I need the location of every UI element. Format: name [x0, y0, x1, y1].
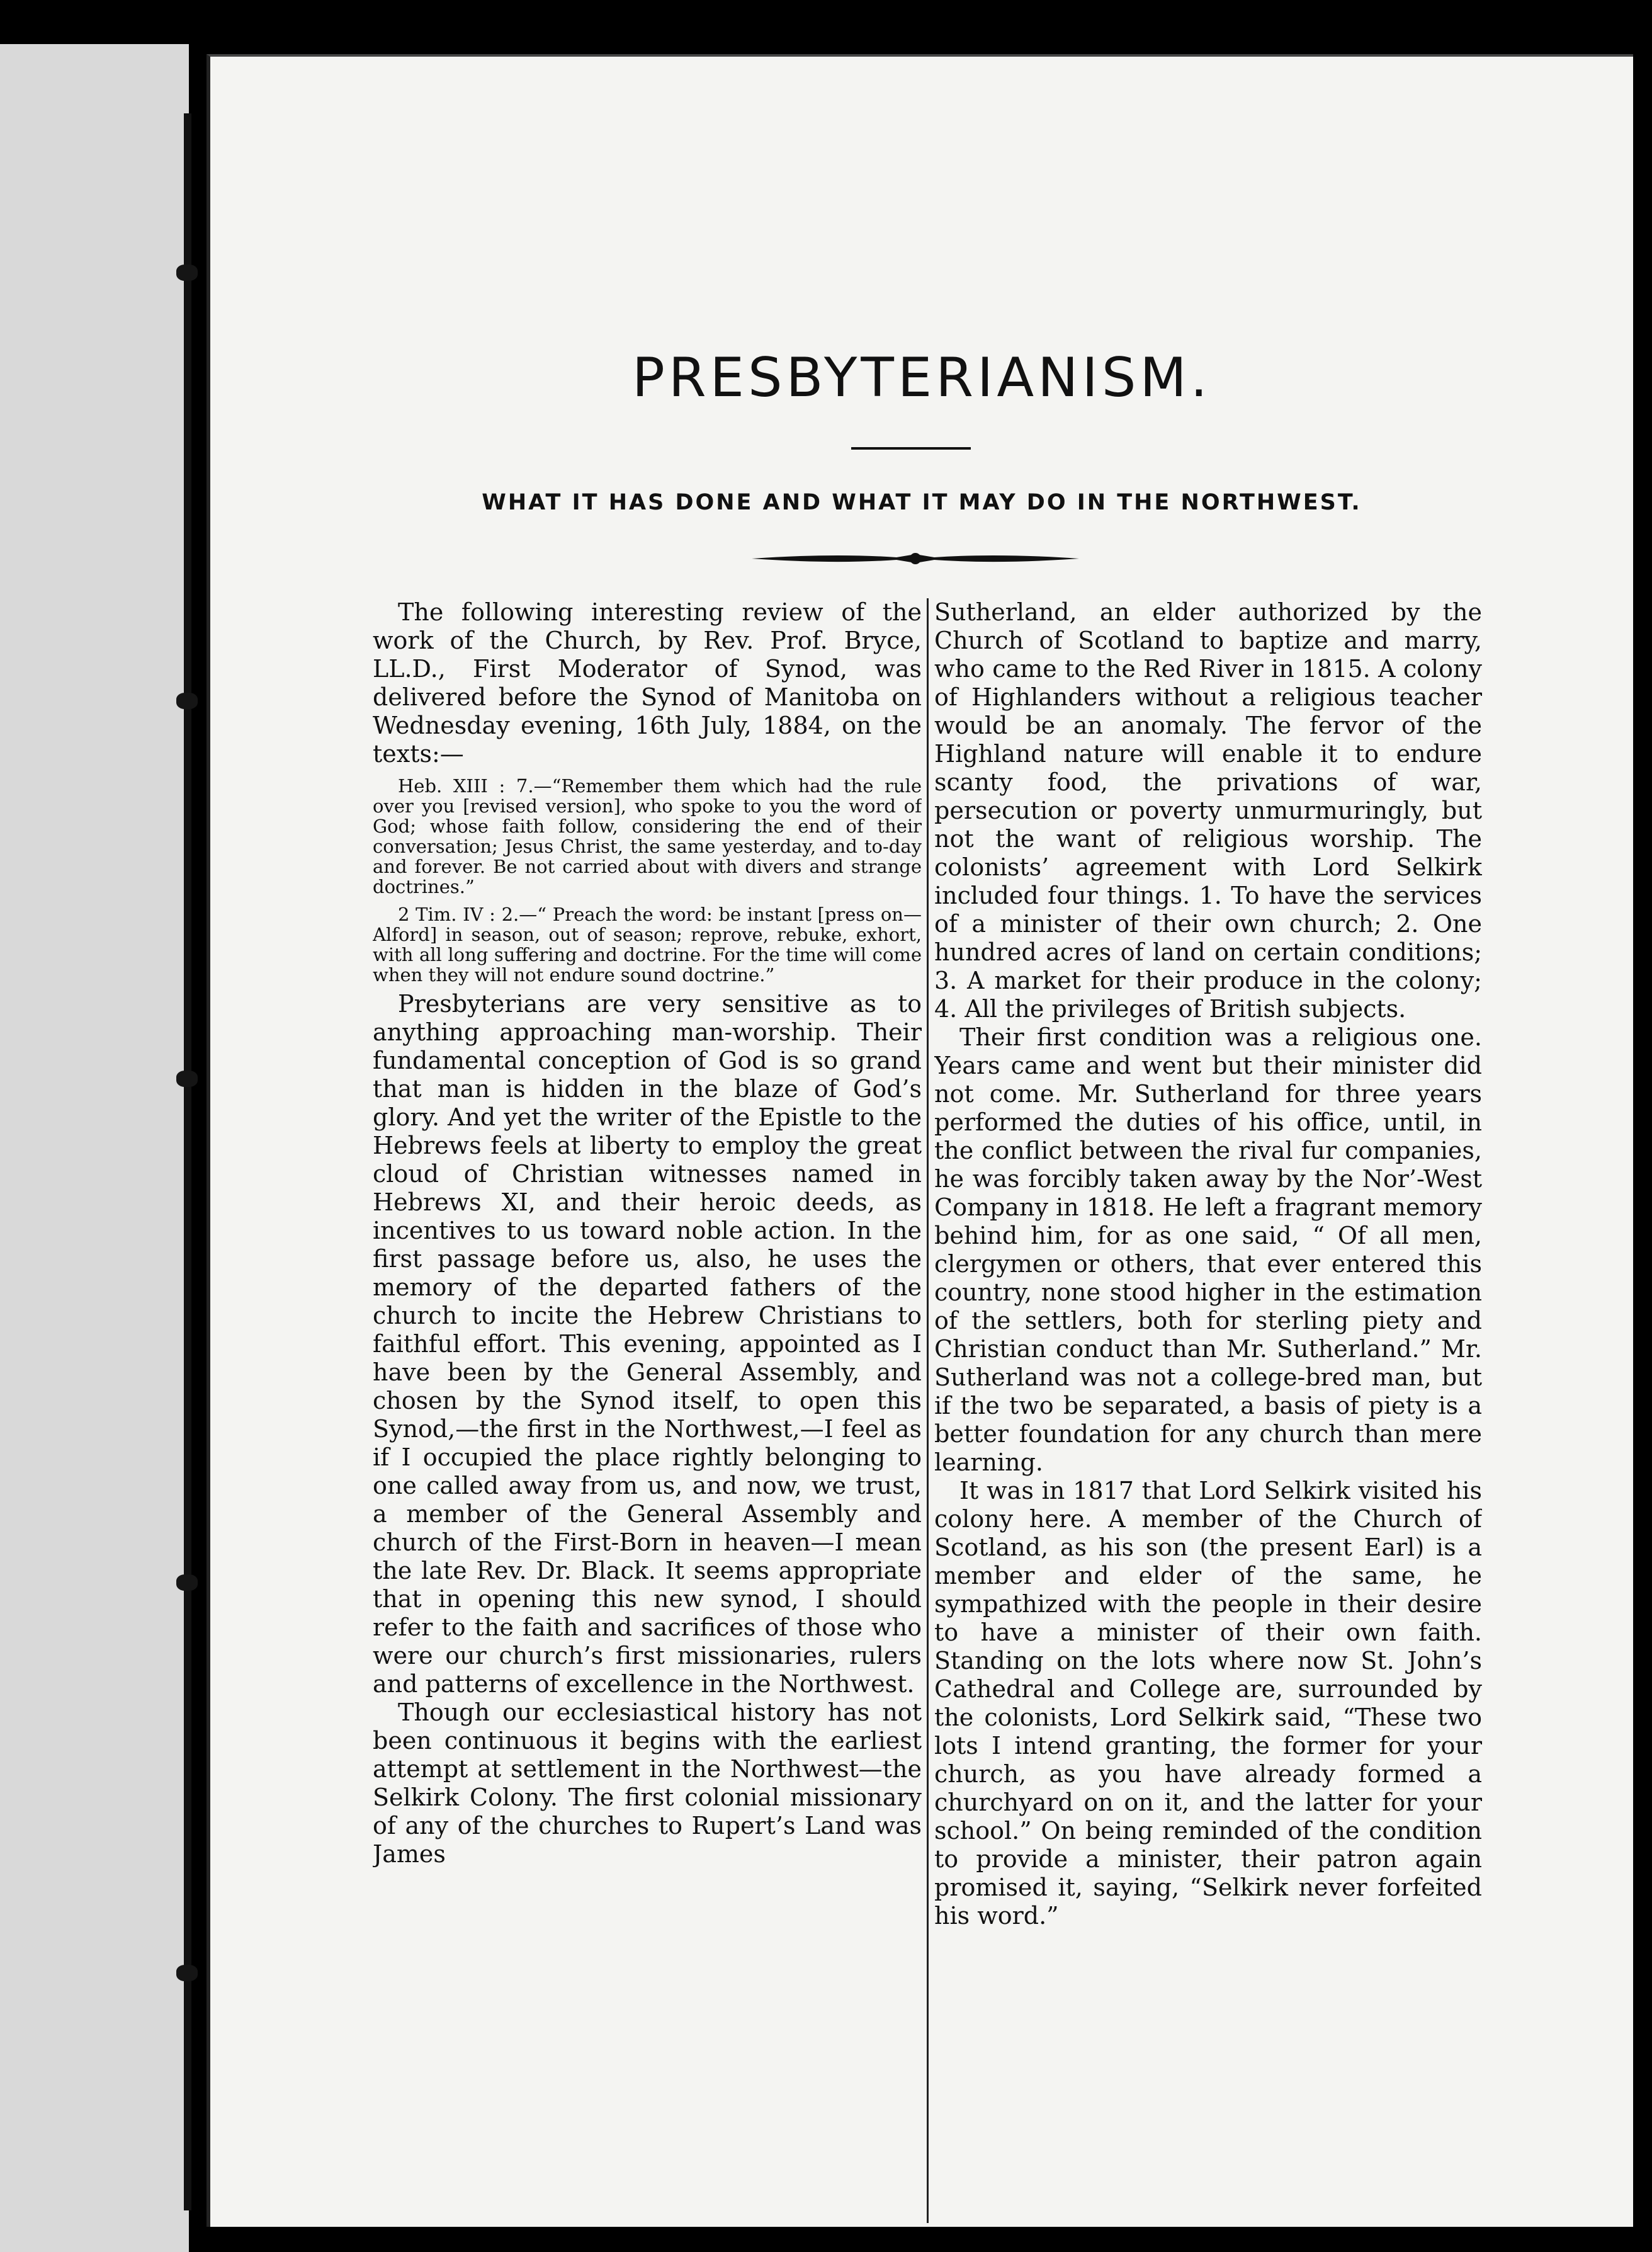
scripture-quote: 2 Tim. IV : 2.—“ Preach the word: be instant [press on—Alford] in season, out of season; reprove, rebuke, exhort, with all long suffering and doctrine. For the time will come when they will not endure sound doctrine.”: [373, 904, 922, 986]
paragraph: It was in 1817 that Lord Selkirk visited his colony here. A member of the Church of Scotland, as his son (the present Earl) is a member and elder of the same, he sympathized with the people in their desire to have a minister of their own faith. Standing on the lots where now St. John’s Cathedral and College are, surrounded by the colonists, Lord Selkirk said, “These two lots I intend granting, the former for your church, as you have already formed a churchyard on on it, and the latter for your school.” On being reminded of the condition to provide a minister, their patron again promised it, saying, “Selkirk never forfeited his word.”: [934, 1477, 1482, 1930]
document-subtitle: WHAT IT HAS DONE AND WHAT IT MAY DO IN THE NORTHWEST.: [482, 490, 1362, 515]
ornament-divider: [752, 549, 1079, 568]
paragraph: Sutherland, an elder authorized by the Church of Scotland to baptize and marry, who came to the Red River in 1815. A colony of Highlanders without a religious teacher would be an anomaly. The fervor of the Highland nature will enable it to endure scanty food, the privations of war, persecution or poverty unmurmuringly, but not the want of religious worship. The colonists’ agreement with Lord Selkirk included four things. 1. To have the services of a minister of their own church; 2. One hundred acres of land on certain conditions; 3. A market for their produce in the colony; 4. All the privileges of British subjects.: [934, 598, 1482, 1023]
binding-knot: [176, 1965, 198, 1981]
paragraph: The following interesting review of the work of the Church, by Rev. Prof. Bryce, LL.D., First Moderator of Synod, was delivered before the Synod of Manitoba on Wednesday evening, 16th July, 1884, on the texts:—: [373, 598, 922, 768]
binding-knot: [176, 1574, 198, 1591]
binding-stitch: [184, 113, 191, 2210]
right-column: [934, 598, 1482, 2229]
paragraph: Presbyterians are very sensitive as to anything approaching man-worship. Their fundamental conception of God is so grand that man is hidden in the blaze of God’s glory. And yet the writer of the Epistle to the Hebrews feels at liberty to employ the great cloud of Christian witnesses named in Hebrews XI, and their heroic deeds, as incentives to us toward noble action. In the first passage before us, also, he uses the memory of the departed fathers of the church to incite the Hebrew Christians to faithful effort. This evening, appointed as I have been by the General Assembly, and chosen by the Synod itself, to open this Synod,—the first in the Northwest,—I feel as if I occupied the place rightly belonging to one called away from us, and now, we trust, a member of the General Assembly and church of the First-Born in heaven—I mean the late Rev. Dr. Black. It seems appropriate that in opening this new synod, I should refer to the faith and sacrifices of those who were our church’s first missionaries, rulers and patterns of excellence in the Northwest.: [373, 990, 922, 1698]
column-divider: [927, 598, 929, 2223]
document-title: PRESBYTERIANISM.: [631, 346, 1211, 409]
binding-knot: [176, 1071, 198, 1087]
paragraph: Though our ecclesiastical history has not been continuous it begins with the earliest attempt at settlement in the Northwest—the Selkirk Colony. The first colonial missionary of any of the churches to Rupert’s Land was James: [373, 1698, 922, 1868]
scan-margin: [0, 44, 189, 2252]
binding-knot: [176, 693, 198, 709]
document-page: [206, 54, 1633, 2227]
left-column: [373, 598, 922, 2229]
title-rule: [851, 447, 971, 450]
binding-knot: [176, 264, 198, 281]
scripture-quote: Heb. XIII : 7.—“Remember them which had the rule over you [revised version], who spoke to you the word of God; whose faith follow, considering the end of their conversation; Jesus Christ, the same yesterday, and to-day and forever. Be not carried about with divers and strange doctrines.”: [373, 775, 922, 897]
paragraph: Their first condition was a religious one. Years came and went but their minister did not come. Mr. Sutherland for three years performed the duties of his office, until, in the conflict between the rival fur companies, he was forcibly taken away by the Nor’-West Company in 1818. He left a fragrant memory behind him, for as one said, “ Of all men, clergymen or others, that ever entered this country, none stood higher in the estimation of the settlers, both for sterling piety and Christian conduct than Mr. Sutherland.” Mr. Sutherland was not a college-bred man, but if the two be separated, a basis of piety is a better foundation for any church than mere learning.: [934, 1023, 1482, 1476]
